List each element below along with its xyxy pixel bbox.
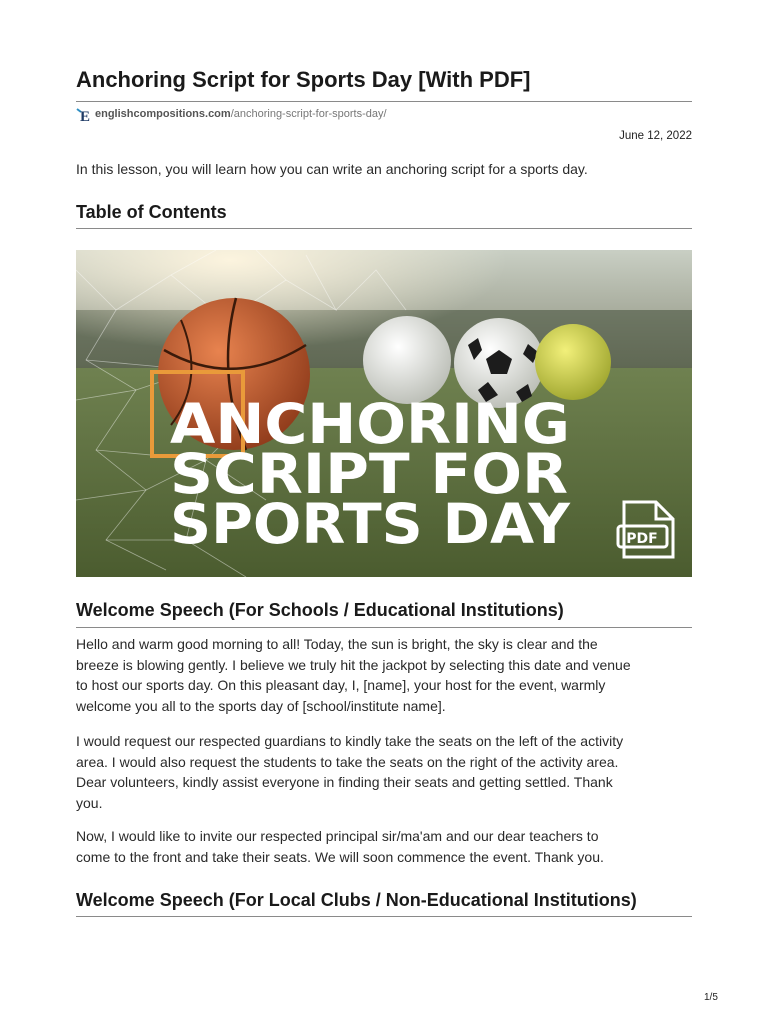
hero-image [76, 250, 692, 577]
source-path[interactable]: /anchoring-script-for-sports-day/ [230, 108, 387, 120]
hero-title-line-2: SCRIPT FOR [170, 442, 568, 506]
publish-date: June 12, 2022 [619, 130, 692, 142]
section-heading-schools: Welcome Speech (For Schools / Educational Institutions) [76, 600, 564, 620]
section-heading-clubs: Welcome Speech (For Local Clubs / Non-Educational Institutions) [76, 890, 637, 910]
title-divider [76, 101, 692, 102]
hero-title-line-3: SPORTS DAY [170, 492, 572, 556]
page-title: Anchoring Script for Sports Day [With PDF] [76, 67, 531, 92]
toc-divider [76, 228, 692, 229]
section-divider-schools [76, 627, 692, 628]
site-logo-icon [76, 106, 94, 122]
toc-heading: Table of Contents [76, 202, 227, 222]
intro-text: In this lesson, you will learn how you can write an anchoring script for a sports day. [76, 161, 588, 177]
svg-text:E: E [80, 109, 91, 122]
pdf-icon-label: PDF [626, 531, 658, 547]
paragraph-welcome-3: Now, I would like to invite our respected principal sir/ma'am and our dear teachers to come to the front and take their seats. We will soon commence the event. Thank you. [76, 828, 604, 865]
section-divider-clubs [76, 916, 692, 917]
page-number: 1/5 [704, 992, 718, 1003]
source-domain[interactable]: englishcompositions.com [95, 108, 231, 120]
paragraph-welcome-1: Hello and warm good morning to all! Today, the sun is bright, the sky is clear and the breeze is blowing gently. I believe we truly hit the jackpot by selecting this date and venue to host our sports day. On this pleasant day, I, [name], your host for the event, warmly welcome you all to the sports day of [school/institute name]. [76, 636, 631, 714]
source-link[interactable] [76, 106, 387, 122]
paragraph-welcome-2: I would request our respected guardians to kindly take the seats on the left of the activity area. I would also request the students to take the seats on the right of the activity area. Dear volunteers, kindly assist everyone in finding their seats and getting settled. Thank you. [76, 733, 624, 811]
hero-title-line-1: ANCHORING [170, 392, 570, 456]
